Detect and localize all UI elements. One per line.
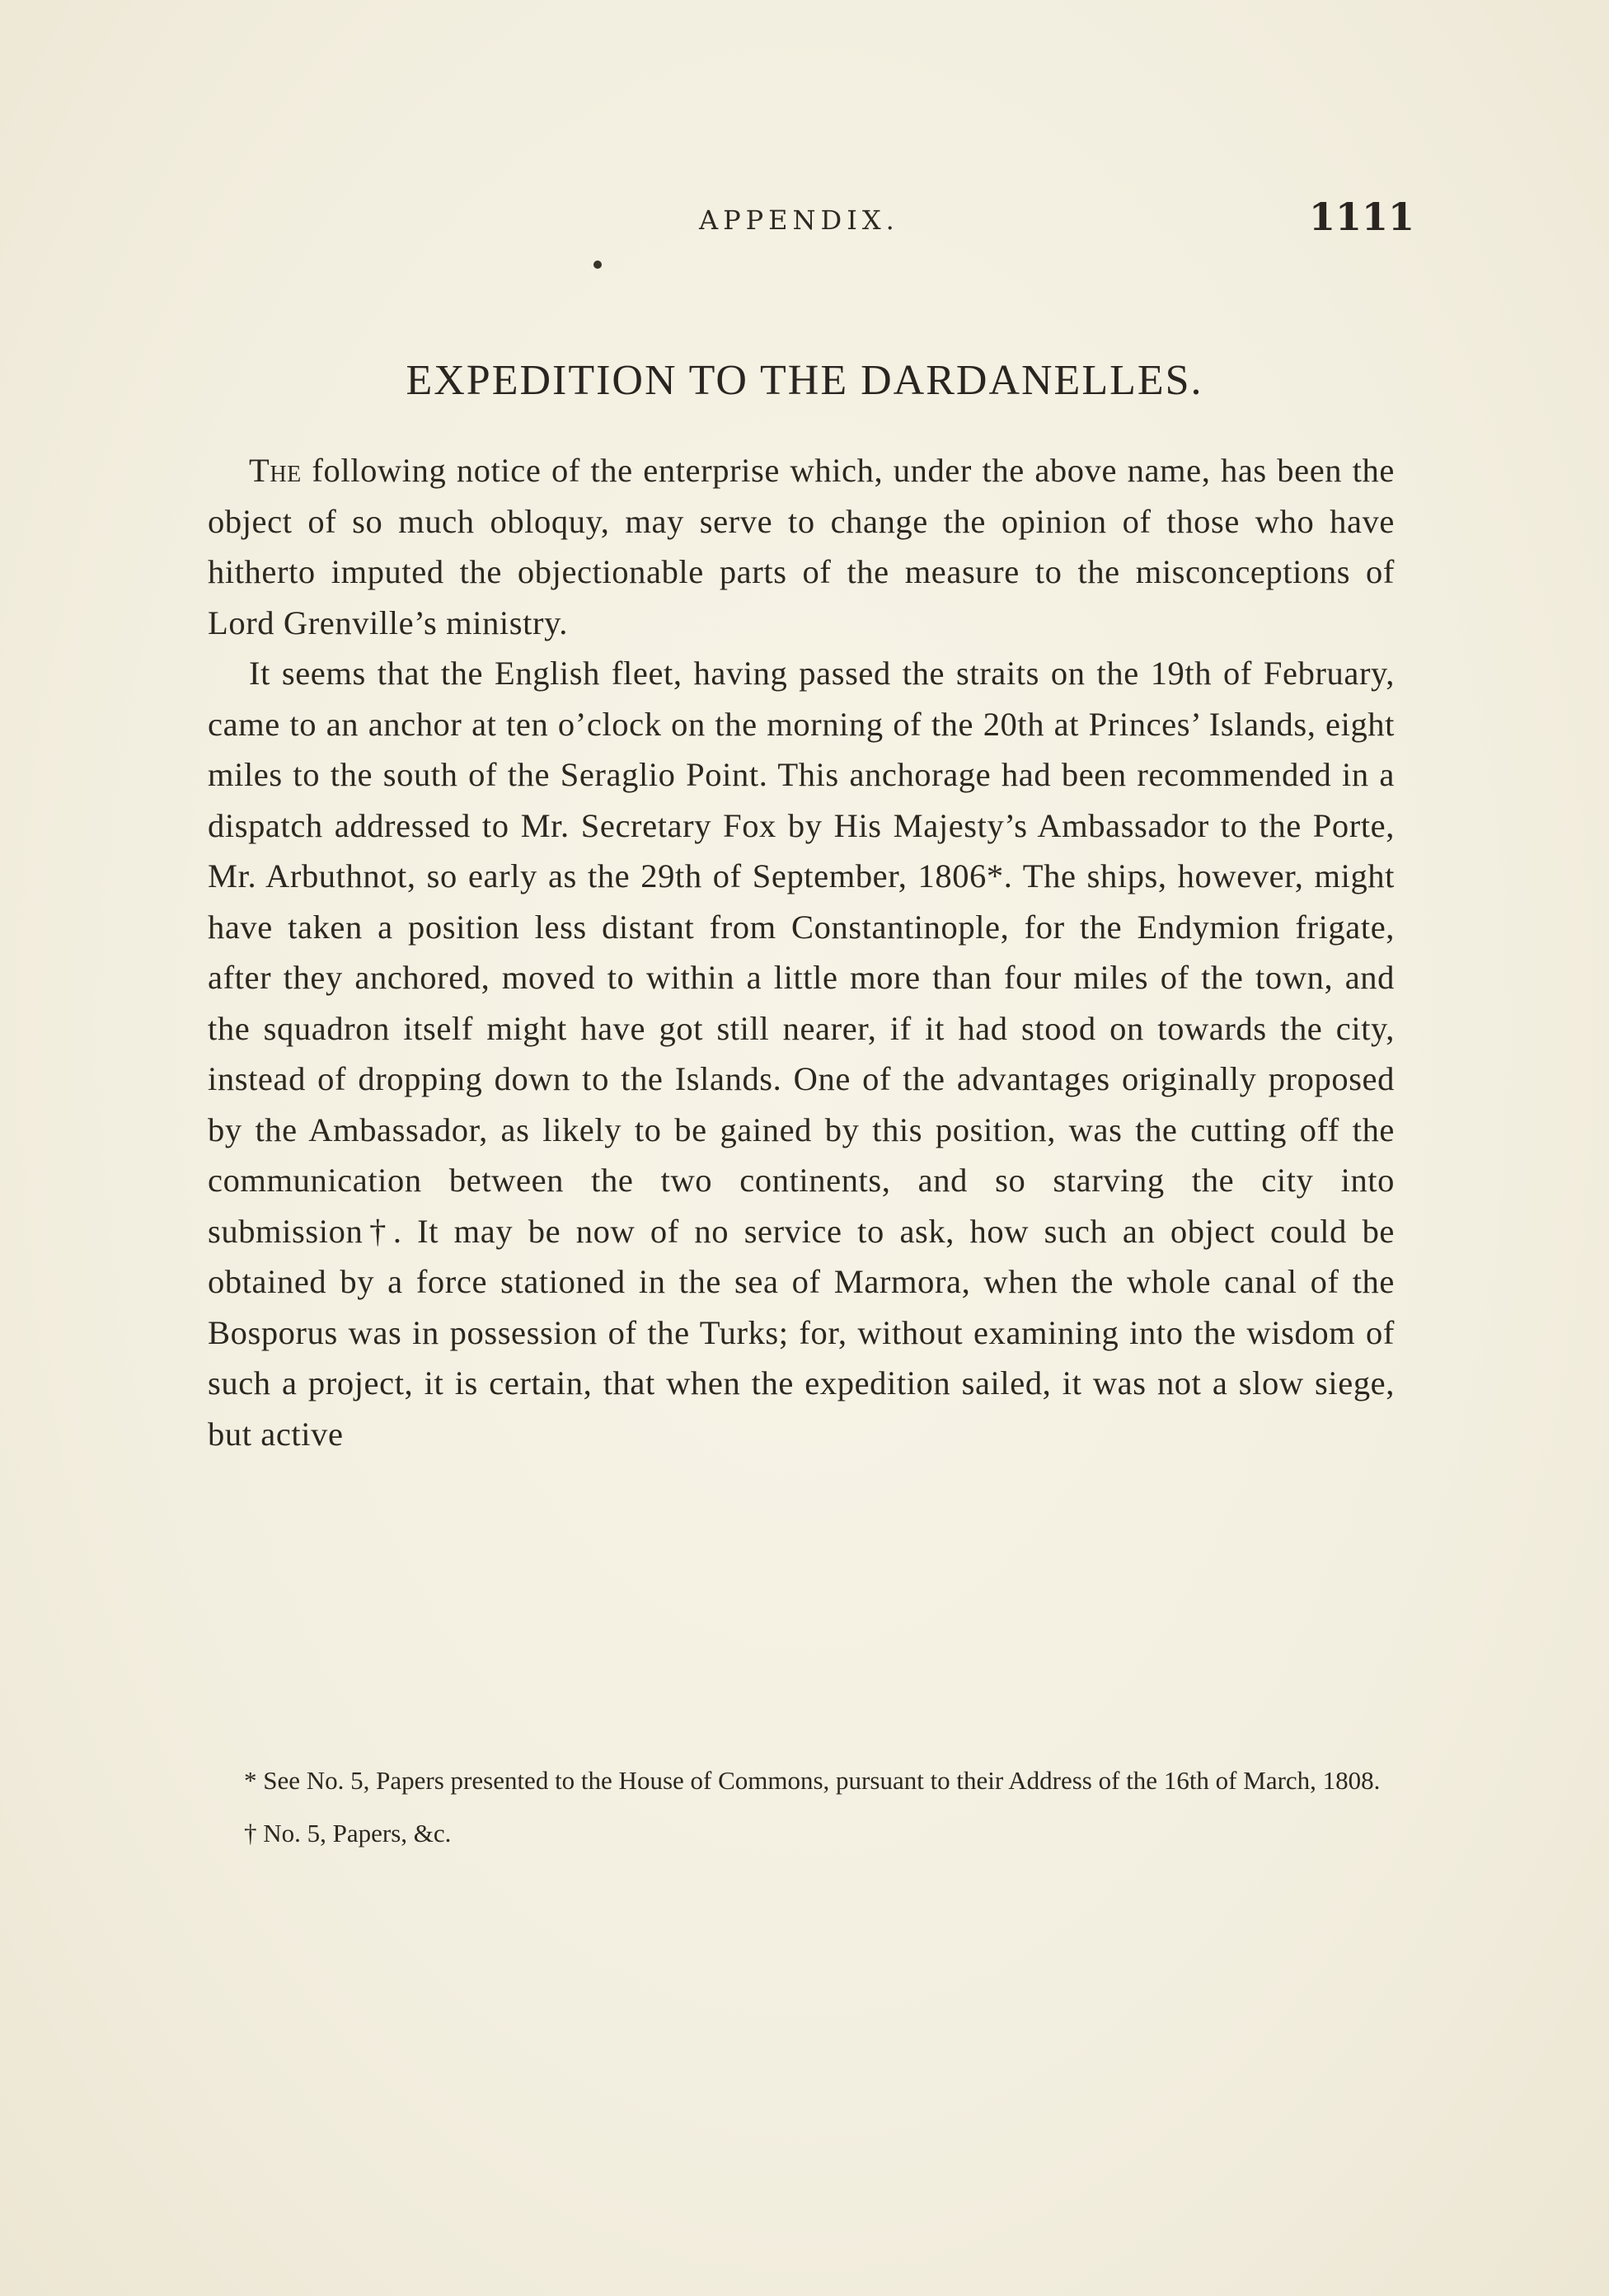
paragraph-1 [208,445,1395,648]
body-text [208,445,1395,1459]
page-number: 1111 [1309,195,1415,239]
ink-dot [593,261,602,269]
footnotes [208,1759,1403,1855]
page-title: EXPEDITION TO THE DARDANELLES. [406,357,1203,404]
paragraph-2: It seems that the English fleet, having passed the straits on the 19th of February, came to an anchor at ten o’clock on the morning of the 20th at Princes’ Islands, eight miles to the south of the Seraglio Point. This anchorage had been recommended in a dispatch addressed to Mr. Secretary Fox by His Majesty’s Ambassador to the Porte, Mr. Arbuthnot, so early as the 29th of September, 1806*. The ships, however, might have taken a position less distant from Constantinople, for the Endymion frigate, after they anchored, moved to within a little more than four miles of the town, and the squadron itself might have got still nearer, if it had stood on towards the city, instead of dropping down to the Islands. One of the advantages originally proposed by the Ambassador, as likely to be gained by this position, was the cutting off the communication between the two continents, and so starving the city into submission†. It may be now of no service to ask, how such an object could be obtained by a force stationed in the sea of Marmora, when the whole canal of the Bosporus was in possession of the Turks; for, without examining into the wisdom of such a project, it is certain, that when the expedition sailed, it was not a slow siege, but active [208,655,1395,1453]
footnote-1: * See No. 5, Papers presented to the House of Commons, pursuant to their Address of the 16th of March, 1808. [244,1766,1381,1795]
footnote-2: † No. 5, Papers, &c. [244,1819,452,1848]
running-header: APPENDIX. [699,204,899,236]
paragraph-1-first-word: The [249,452,302,489]
paragraph-1-rest: following notice of the enterprise which, under the above name, has been the object of so much obloquy, may serve to change the opinion of those who have hitherto imputed the objectionable parts of the measure to the misconceptions of Lord Grenville’s ministry. [208,452,1395,641]
